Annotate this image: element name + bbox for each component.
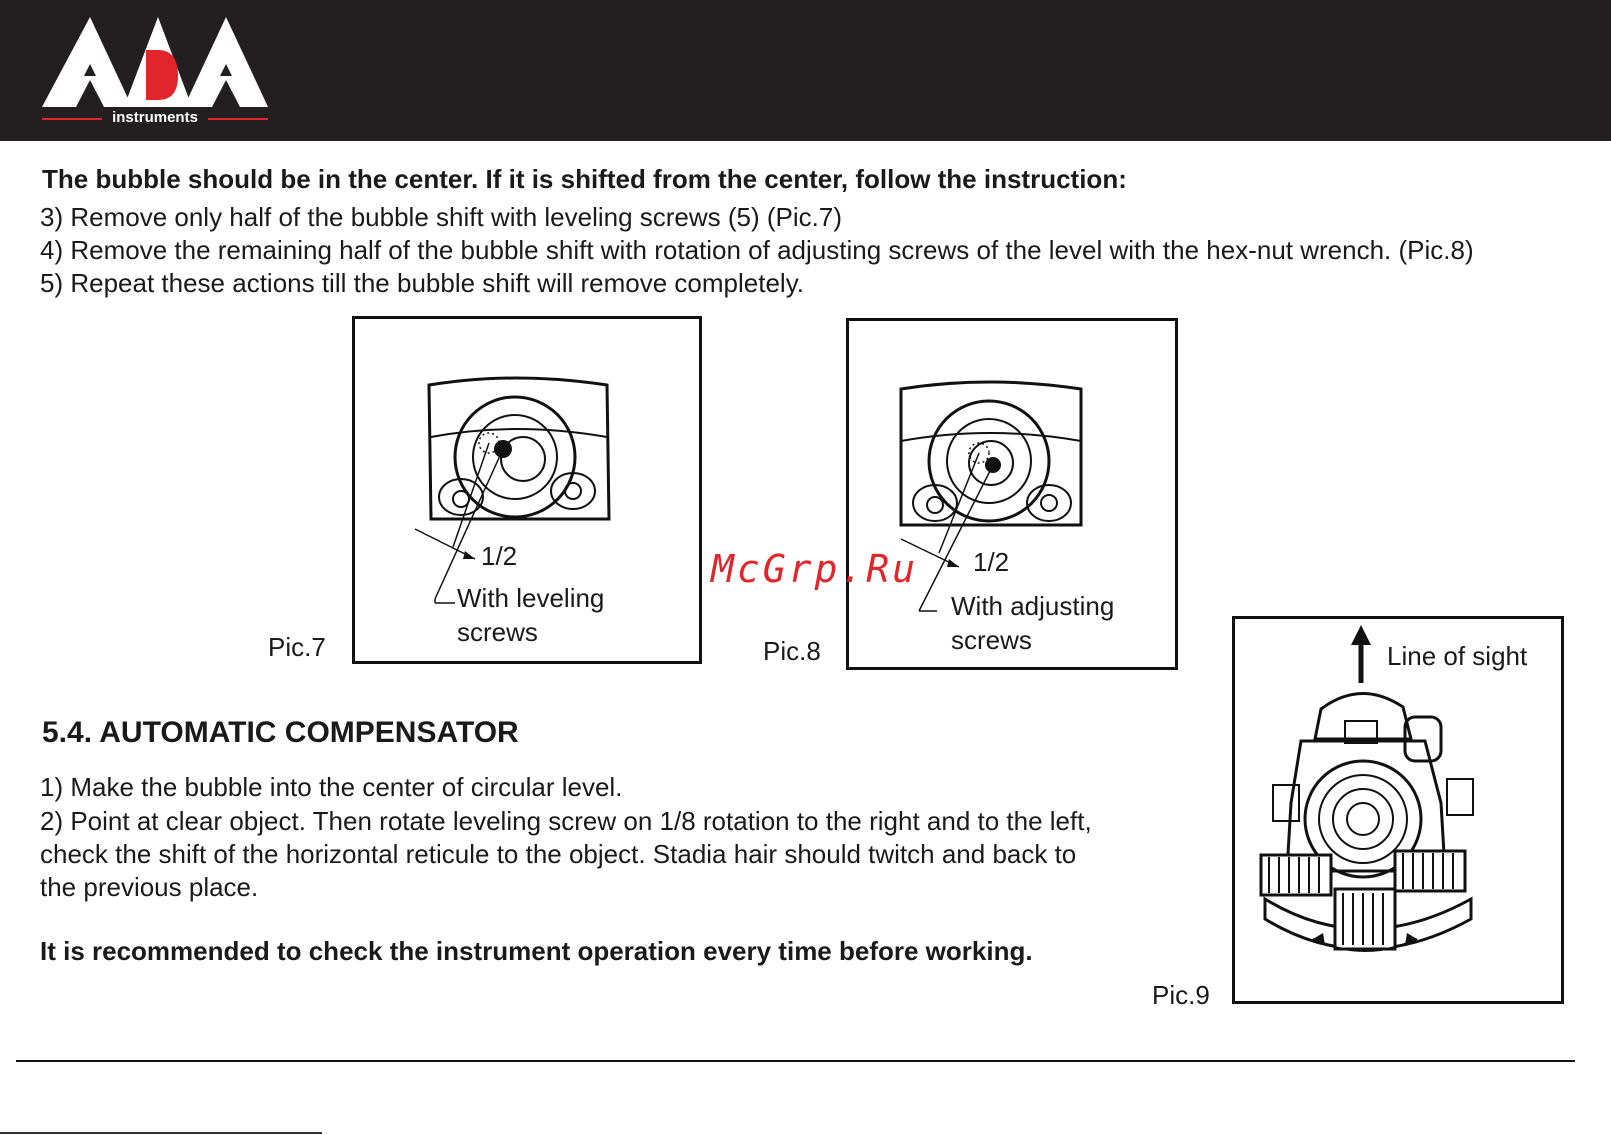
footer-rule-short bbox=[0, 1132, 322, 1134]
pic9-instrument-illustration bbox=[1235, 619, 1561, 1001]
pic8-fraction: 1/2 bbox=[973, 547, 1010, 577]
pic8-label: Pic.8 bbox=[763, 636, 821, 666]
pic8-frame bbox=[846, 318, 1178, 670]
step-4: 4) Remove the remaining half of the bubble shift with rotation of adjusting screws of the level with the hex-nut wrench. (Pic.8) bbox=[40, 235, 1474, 265]
instruction-lead: The bubble should be in the center. If it is shifted from the center, follow the instruction: bbox=[42, 164, 1127, 194]
step-5: 5) Repeat these actions till the bubble shift will remove completely. bbox=[40, 268, 805, 298]
pic9-frame bbox=[1232, 616, 1564, 1004]
ada-logo bbox=[38, 12, 278, 132]
page-header bbox=[0, 0, 1611, 141]
pic9-caption: Line of sight bbox=[1387, 641, 1528, 671]
compensator-line-1: 1) Make the bubble into the center of circular level. bbox=[40, 772, 623, 802]
pic9-label: Pic.9 bbox=[1152, 980, 1210, 1010]
pic7-label: Pic.7 bbox=[268, 632, 326, 662]
pic7-caption-line2: screws bbox=[457, 617, 538, 647]
footer-rule bbox=[16, 1060, 1575, 1062]
logo-subtext: instruments bbox=[112, 109, 198, 126]
compensator-note: It is recommended to check the instrument operation every time before working. bbox=[40, 936, 1033, 966]
pic8-caption-line1: With adjusting bbox=[951, 591, 1115, 621]
compensator-heading: 5.4. AUTOMATIC COMPENSATOR bbox=[42, 716, 519, 749]
step-3: 3) Remove only half of the bubble shift with leveling screws (5) (Pic.7) bbox=[40, 202, 843, 232]
pic7-caption-line1: With leveling bbox=[457, 583, 605, 613]
pic7-frame bbox=[352, 316, 702, 664]
compensator-line-2: 2) Point at clear object. Then rotate leveling screw on 1/8 rotation to the right and to the left, bbox=[40, 806, 1092, 836]
compensator-line-3: check the shift of the horizontal reticule to the object. Stadia hair should twitch and back to bbox=[40, 839, 1077, 869]
compensator-line-4: the previous place. bbox=[40, 872, 259, 902]
watermark-text: McGrp.Ru bbox=[711, 547, 919, 591]
pic7-fraction: 1/2 bbox=[481, 541, 518, 571]
pic8-caption-line2: screws bbox=[951, 625, 1032, 655]
ada-logo-graphic bbox=[38, 12, 278, 132]
